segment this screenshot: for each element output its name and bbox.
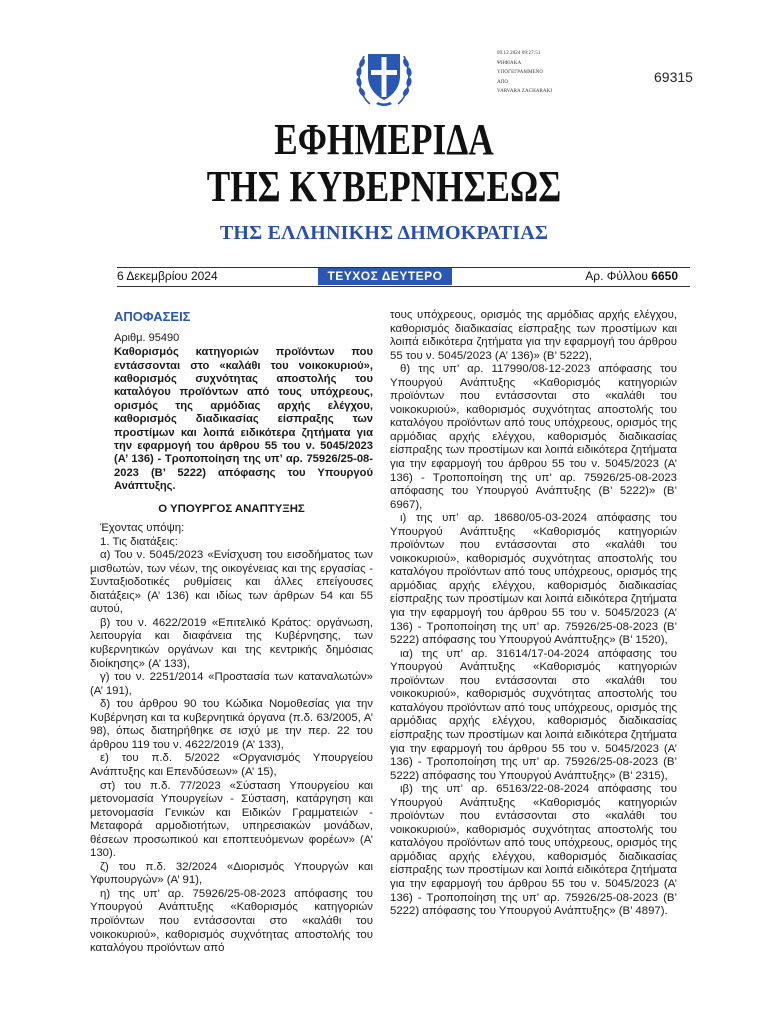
signature-line: 09.12.2024 09:27:51 <box>497 51 541 56</box>
paragraph: η) της υπ’ αρ. 75926/25-08-2023 απόφασης του Υπουργού Ανάπτυξης «Καθορισμός κατηγοριών προϊόντων που εντάσσονται στο «καλάθι του νοικοκυριού», καθορισμός συχνότητας αποστολής του καταλόγου προϊόντων από <box>90 887 373 955</box>
left-column <box>90 306 373 956</box>
paragraph: ιβ) της υπ’ αρ. 65163/22-08-2024 απόφασης του Υπουργού Ανάπτυξης «Καθορισμός κατηγοριών προϊόντων που εντάσσονται στο «καλάθι του νοικοκυριού», καθορισμός συχνότητας αποστολής του καταλόγου προϊόντων από τους υπόχρεους, ορισμός της αρμόδιας αρχής ελέγχου, καθορισμός διαδικασίας είσπραξης των προστίμων και λοιπά ειδικότερα ζητήματα για την εφαρμογή του άρθρου 55 του ν. 5045/2023 (Α’ 136) - Τροποποίηση της υπ’ αρ. 75926/25-08-2023 (Β’ 5222) απόφασης του Υπουργού Ανάπτυξης» (Β’ 4897). <box>390 783 677 918</box>
page-number: 69315 <box>654 69 693 85</box>
right-column <box>390 309 677 919</box>
paragraph: α) Του ν. 5045/2023 «Ενίσχυση του εισοδήματος των μισθωτών, των νέων, της οικογένειας και της εργασίας - Συνταξιοδοτικές ρυθμίσεις και άλλες επείγουσες διατάξεις» (Α’ 136) και ιδίως των άρθρων 54 και 55 αυτού, <box>90 549 373 616</box>
paragraph: ε) του π.δ. 5/2022 «Οργανισμός Υπουργείου Ανάπτυξης και Επενδύσεων» (Α’ 15), <box>90 752 373 778</box>
signature-line: ΨΗΦΙΑΚΑ <box>497 60 522 66</box>
paragraph: ζ) του π.δ. 32/2024 «Διορισμός Υπουργών και Υφυπουργών» (Α’ 91), <box>90 860 373 887</box>
coat-of-arms-emblem <box>354 44 414 110</box>
paragraph: 1. Τις διατάξεις: <box>100 535 178 548</box>
paragraph: β) του ν. 4622/2019 «Επιτελικό Κράτος: οργάνωση, λειτουργία και διαφάνεια της Κυβέρνησης, των κυβερνητικών οργάνων και της κεντρικής δημόσιας διοίκησης» (Α’ 133), <box>90 616 373 670</box>
header-rule-bottom <box>117 286 690 287</box>
signature-line: VARVARA ZACHARAKI <box>497 89 553 95</box>
issue-date: 6 Δεκεμβρίου 2024 <box>117 269 218 283</box>
decision-number: Αριθμ. 95490 <box>114 331 180 344</box>
paragraph: στ) του π.δ. 77/2023 «Σύσταση Υπουργείου και μετονομασία Υπουργείων - Σύσταση, κατάργηση και μετονομασία Γενικών και Ειδικών Γραμματειών - Μεταφορά αρμοδιοτήτων, υπηρεσιακών μονάδων, θέσεων προσωπικού και εποπτευόμενων φορέων» (Α’ 130). <box>90 779 373 860</box>
paragraph: θ) της υπ’ αρ. 117990/08-12-2023 απόφασης του Υπουργού Ανάπτυξης «Καθορισμός κατηγοριών προϊόντων που εντάσσονται στο «καλάθι του νοικοκυριού», καθορισμός συχνότητας αποστολής του καταλόγου προϊόντων από τους υπόχρεους, ορισμός της αρμόδιας αρχής ελέγχου, καθορισμός διαδικασίας είσπραξης των προστίμων και λοιπά ειδικότερα ζητήματα για την εφαρμογή του άρθρου 55 του ν. 5045/2023 (Α’ 136) - Τροποποίηση της υπ’ αρ. 75926/25-08-2023 απόφασης του Υπουργού Ανάπτυξης (Β’ 5222)» (Β’ 6967), <box>390 363 677 511</box>
digital-signature-stamp <box>497 49 552 97</box>
section-heading: ΑΠΟΦΑΣΕΙΣ <box>114 309 191 324</box>
paragraph: γ) του ν. 2251/2014 «Προστασία των καταναλωτών» (Α’ 191), <box>90 671 373 697</box>
minister-heading: Ο ΥΠΟΥΡΓΟΣ ΑΝΑΠΤΥΞΗΣ <box>158 502 305 515</box>
masthead-title-line1: ΕΦΗΜΕΡΙΔΑ <box>274 115 494 164</box>
issue-type-band: ΤΕΥΧΟΣ ΔΕΥΤΕΡΟ <box>318 268 452 285</box>
masthead-title-line2: ΤΗΣ ΚΥΒΕΡΝΗΣΕΩΣ <box>206 162 562 211</box>
paragraph: δ) του άρθρου 90 του Κώδικα Νομοθεσίας για την Κυβέρνηση και τα κυβερνητικά όργανα (π.δ. 63/2005, Α’ 98), όπως διατηρήθηκε σε ισχύ με την περ. 22 του άρθρου 119 του ν. 4622/2019 (Α’ 133), <box>90 698 373 751</box>
paragraph: ι) της υπ’ αρ. 18680/05-03-2024 απόφασης του Υπουργού Ανάπτυξης «Καθορισμός κατηγοριών προϊόντων που εντάσσονται στο «καλάθι του νοικοκυριού», καθορισμός συχνότητας αποστολής του καταλόγου προϊόντων από τους υπόχρεους, ορισμός της αρμόδιας αρχής ελέγχου, καθορισμός διαδικασίας είσπραξης των προστίμων και λοιπά ειδικότερα ζητήματα για την εφαρμογή του άρθρου 55 του ν. 5045/2023 (Α’ 136) - Τροποποίηση της υπ’ αρ. 75926/25-08-2023 (Β’ 5222) απόφασης του Υπουργού Ανάπτυξης» (Β’ 1520), <box>390 512 677 647</box>
masthead-subtitle: ΤΗΣ ΕΛΛΗΝΙΚΗΣ ΔΗΜΟΚΡΑΤΙΑΣ <box>219 222 549 244</box>
paragraph: Έχοντας υπόψη: <box>100 522 185 535</box>
signature-line: ΥΠΟΓΕΓΡΑΜΜΕΝΟ <box>497 70 544 76</box>
paragraph: ια) της υπ’ αρ. 31614/17-04-2024 απόφασης του Υπουργού Ανάπτυξης «Καθορισμός κατηγοριών προϊόντων που εντάσσονται στο «καλάθι του νοικοκυριού», καθορισμός συχνότητας αποστολής του καταλόγου προϊόντων από τους υπόχρεους, ορισμός της αρμόδιας αρχής ελέγχου, καθορισμός διαδικασίας είσπραξης των προστίμων και λοιπά ειδικότερα ζητήματα για την εφαρμογή του άρθρου 55 του ν. 5045/2023 (Α’ 136) - Τροποποίηση της υπ’ αρ. 75926/25-08-2023 (Β’ 5222) απόφασης του Υπουργού Ανάπτυξης» (Β’ 2315), <box>390 647 677 782</box>
paragraph: τους υπόχρεους, ορισμός της αρμόδιας αρχής ελέγχου, καθορισμός διαδικασίας είσπραξης των προστίμων και λοιπά ειδικότερα ζητήματα για την εφαρμογή του άρθρου 55 του ν. 5045/2023 (Α’ 136)» (Β’ 5222), <box>390 309 677 362</box>
issue-number-label: Αρ. Φύλλου <box>585 269 648 283</box>
decision-title: Καθορισμός κατηγοριών προϊόντων που εντάσσονται στο «καλάθι του νοικοκυριού», καθορισμός συχνότητας αποστολής του καταλόγου προϊόντων από τους υπόχρεους, ορισμός της αρμόδιας αρχής ελέγχου, καθορισμός διαδικασίας είσπραξης των προστίμων και λοιπά ειδικότερα ζητήματα για την εφαρμογή του άρθρου 55 του ν. 5045/2023 (Α’ 136) - Τροποποίηση της υπ’ αρ. 75926/25-08-2023 (Β’ 5222) απόφασης του Υπουργού Ανάπτυξης. <box>114 346 373 493</box>
issue-number-value: 6650 <box>651 269 678 283</box>
issue-number <box>585 269 678 283</box>
signature-line: ΑΠΟ <box>497 79 509 85</box>
